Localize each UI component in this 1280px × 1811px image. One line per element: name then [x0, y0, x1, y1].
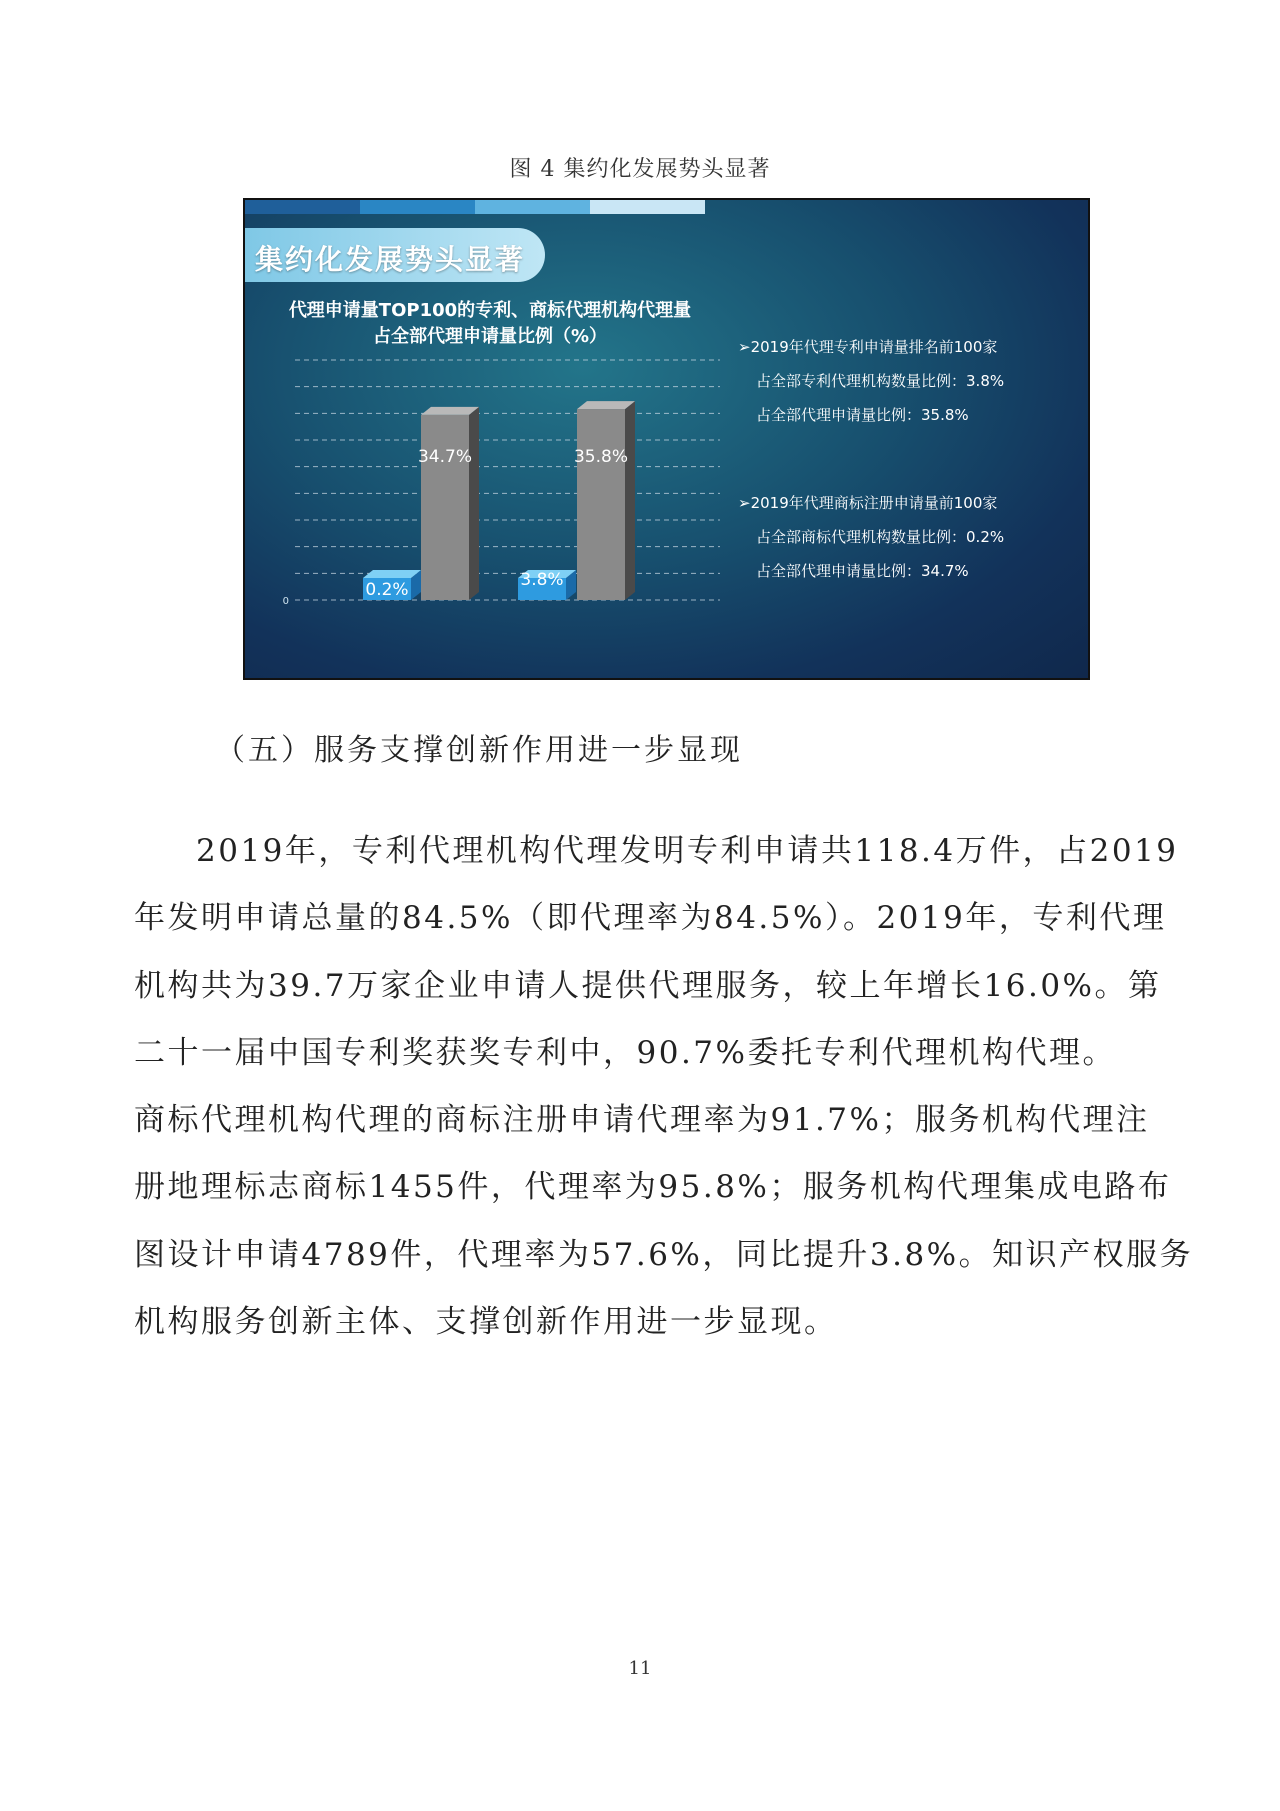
- note-line: 占全部专利代理机构数量比例：3.8%: [756, 372, 1005, 390]
- paragraph-line: 机构共为39.7万家企业申请人提供代理服务，较上年增长16.0%。第: [134, 967, 1162, 1004]
- slide-banner-title: 集约化发展势头显著: [255, 243, 526, 276]
- paragraph-line: 图设计申请4789件，代理率为57.6%，同比提升3.8%。知识产权服务: [134, 1236, 1194, 1273]
- body-paragraph: [134, 818, 1194, 1356]
- paragraph-line: 2019年，专利代理机构代理发明专利申请共118.4万件，占2019: [196, 833, 1179, 869]
- paragraph-line: 册地理标志商标1455件，代理率为95.8%；服务机构代理集成电路布: [134, 1169, 1172, 1206]
- chart-notes: [738, 330, 1078, 642]
- paragraph-line: 年发明申请总量的84.5%（即代理率为84.5%）。2019年，专利代理: [134, 900, 1167, 937]
- chart-title-line-2: 占全部代理申请量比例（%）: [372, 326, 608, 347]
- bar-side: [469, 407, 479, 600]
- section-title: （五）服务支撑创新作用进一步显现: [215, 733, 743, 768]
- note-head: ➢2019年代理商标注册申请量前100家: [738, 494, 998, 512]
- bar-top: [421, 407, 479, 415]
- paragraph-line: 二十一届中国专利奖获奖专利中，90.7%委托专利代理机构代理。: [134, 1034, 1116, 1071]
- chart-title-line-1: 代理申请量TOP100的专利、商标代理机构代理量: [288, 300, 692, 321]
- data-label: 34.7%: [417, 447, 473, 467]
- data-label: 35.8%: [573, 447, 629, 467]
- y-tick-label: 0: [282, 596, 289, 607]
- paragraph-line: 商标代理机构代理的商标注册申请代理率为91.7%；服务机构代理注: [134, 1102, 1150, 1139]
- paragraph-line: 机构服务创新主体、支撑创新作用进一步显现。: [134, 1304, 838, 1341]
- note-line: 占全部代理申请量比例：34.7%: [756, 562, 969, 580]
- note-head: ➢2019年代理专利申请量排名前100家: [738, 338, 998, 356]
- note-group-trademark: [738, 486, 1078, 588]
- bar-side: [625, 401, 635, 600]
- note-line: 占全部代理申请量比例：35.8%: [756, 406, 969, 424]
- note-line: 占全部商标代理机构数量比例：0.2%: [756, 528, 1005, 546]
- figure-slide: [243, 198, 1090, 680]
- bar: [577, 409, 625, 600]
- figure-caption: 图 4 集约化发展势头显著: [509, 157, 771, 182]
- note-group-patent: [738, 330, 1078, 432]
- page-number: 11: [628, 1658, 652, 1679]
- bar-top: [577, 401, 635, 409]
- data-label: 0.2%: [365, 580, 409, 600]
- bar: [421, 415, 469, 600]
- bar-top: [363, 570, 421, 578]
- data-label: 3.8%: [520, 570, 564, 590]
